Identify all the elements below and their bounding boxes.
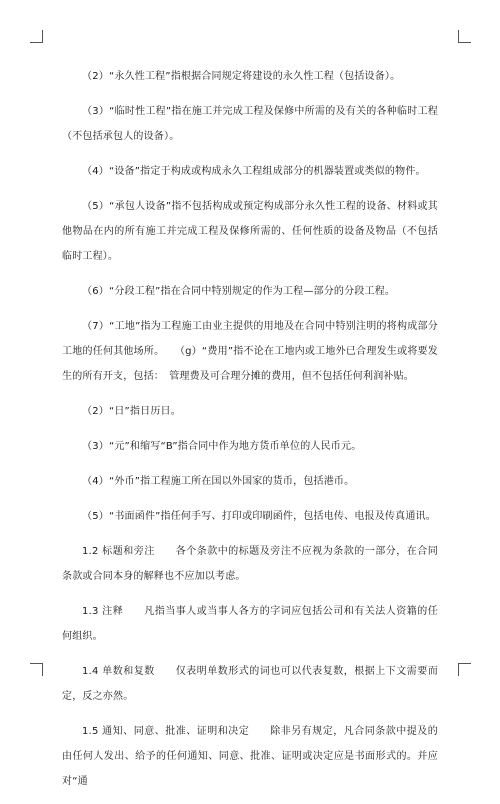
paragraph: （3）“元”和缩写“B”指合同中作为地方货币单位的人民币元。: [82, 441, 362, 452]
paragraph: （5）“承包人设备”指不包括构成或预定构成部分永久性工程的设备、材料或其他物品在内的所有施工并完成工程及保修所需的、任何性质的设备及物品（不包括临时工程）。: [62, 201, 438, 262]
paragraph: 1.2 标题和旁注 各个条款中的标题及旁注不应视为条款的一部分，在合同条款或合同本身的解释也不应加以考虑。: [62, 546, 438, 582]
paragraph: （3）“临时性工程”指在施工并完成工程及保修中所需的及有关的各种临时工程（不包括承包人的设备）。: [62, 106, 438, 142]
crop-mark-top-left: [30, 30, 43, 43]
paragraph: 1.3 注释 凡指当事人或当事人各方的字词应包括公司和有关法人资籍的任何组织。: [62, 606, 438, 642]
paragraph: （2）“日”指日历日。: [82, 406, 181, 417]
crop-mark-bottom-right: [458, 663, 471, 676]
crop-mark-bottom-left: [30, 663, 43, 676]
paragraph: （4）“设备”指定于构成或构成永久工程组成部分的机器装置或类似的物件。: [82, 166, 426, 177]
paragraph: （2）“永久性工程”指根据合同规定将建设的永久性工程（包括设备）。: [82, 71, 401, 82]
crop-mark-top-right: [458, 30, 471, 43]
paragraph: 1.5 通知、同意、批准、证明和决定 除非另有规定，凡合同条款中提及的由任何人发出、给予的任何通知、同意、批准、证明或决定应是书面形式的。并应对“通: [62, 726, 438, 787]
paragraph: 1.4 单数和复数 仅表明单数形式的词也可以代表复数，根据上下文需要而定，反之亦然。: [62, 666, 438, 702]
paragraph: （4）“外币”指工程施工所在国以外国家的货币，包括港币。: [82, 476, 355, 487]
page-body: [62, 64, 438, 804]
paragraph: （7）“工地”指为工程施工由业主提供的用地及在合同中特别注明的将构成部分工地的任何其他场所。 （g）“费用”指不论在工地内或工地外已合理发生或将要发生的所有开支，包括： 管理费及可合理分摊的费用，但不包括任何利润补贴。: [62, 321, 438, 382]
paragraph: （5）“书面函件”指任何手写、打印或印刷函件，包括电传、电报及传真通讯。: [82, 511, 436, 522]
paragraph: （6）“分段工程”指在合同中特别规定的作为工程—部分的分段工程。: [82, 286, 396, 297]
